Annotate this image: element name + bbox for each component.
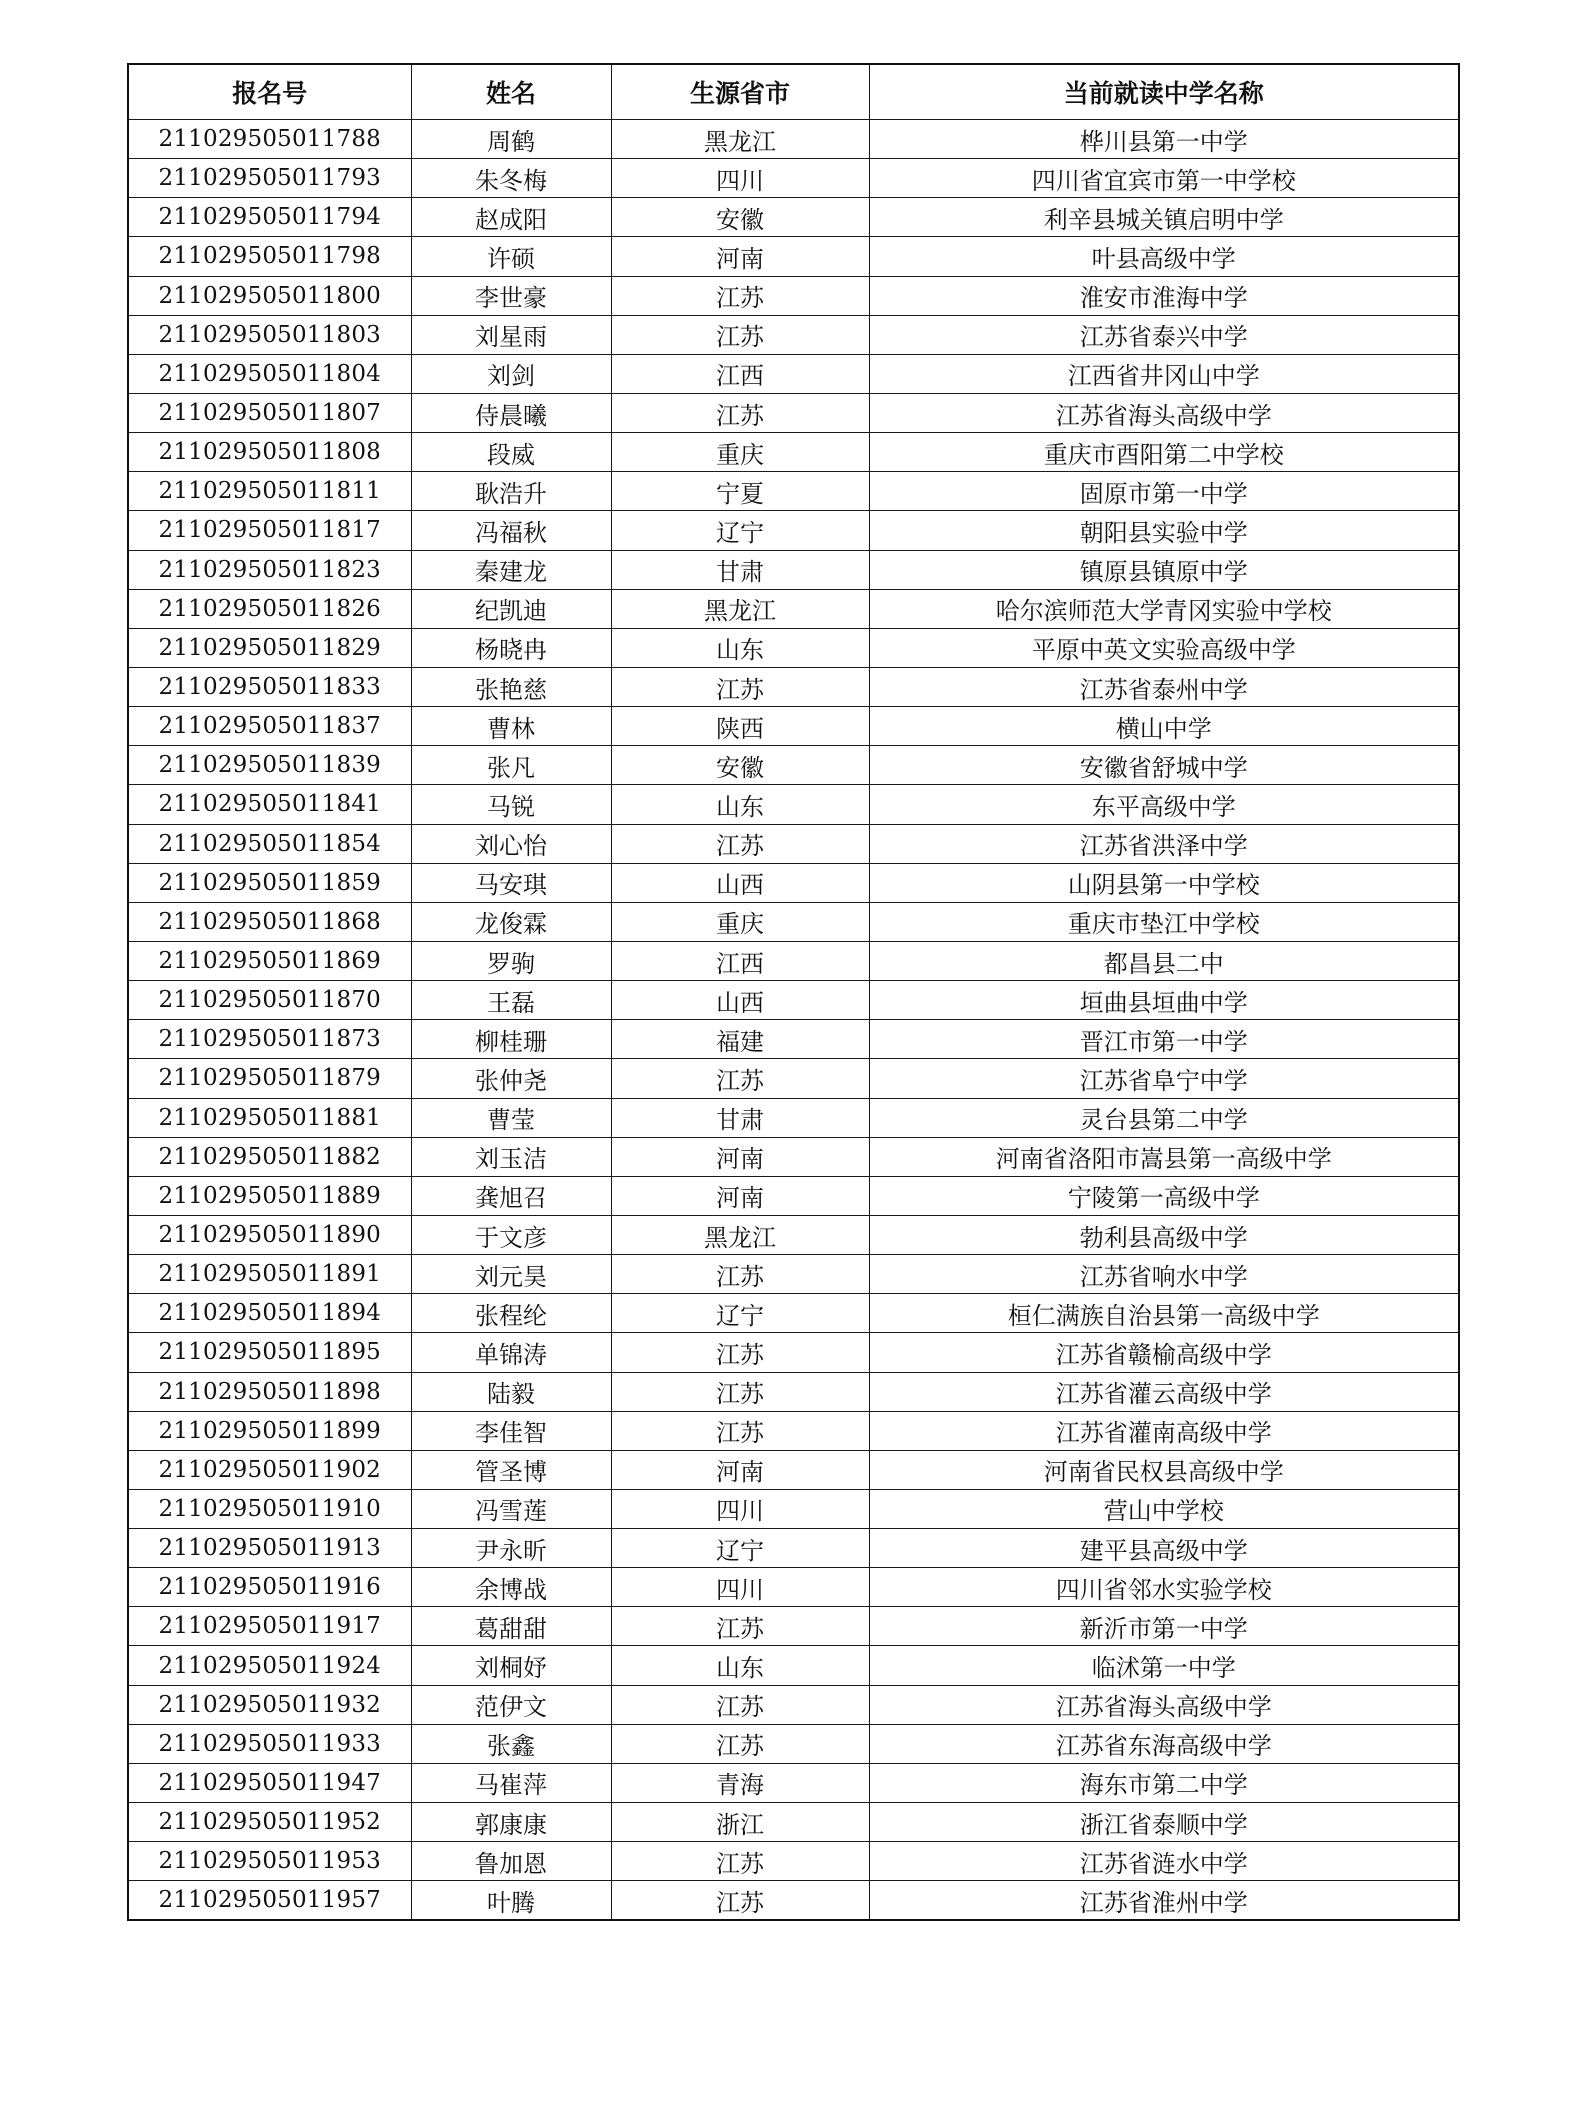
table-row — [128, 354, 1459, 393]
registration-number-cell: 211029505011890 — [128, 1215, 411, 1254]
province-cell: 江苏 — [611, 1059, 869, 1098]
name-cell: 周鹤 — [411, 120, 611, 159]
province-cell: 山西 — [611, 981, 869, 1020]
registration-number-cell: 211029505011881 — [128, 1098, 411, 1137]
name-cell: 葛甜甜 — [411, 1607, 611, 1646]
table-row — [128, 824, 1459, 863]
header-name: 姓名 — [411, 64, 611, 120]
name-cell: 耿浩升 — [411, 472, 611, 511]
school-cell: 利辛县城关镇启明中学 — [869, 198, 1459, 237]
registration-number-cell: 211029505011829 — [128, 628, 411, 667]
school-cell: 江苏省阜宁中学 — [869, 1059, 1459, 1098]
province-cell: 江苏 — [611, 667, 869, 706]
name-cell: 王磊 — [411, 981, 611, 1020]
table-row — [128, 393, 1459, 432]
province-cell: 安徽 — [611, 746, 869, 785]
name-cell: 李世豪 — [411, 276, 611, 315]
province-cell: 黑龙江 — [611, 1215, 869, 1254]
name-cell: 于文彦 — [411, 1215, 611, 1254]
table-row — [128, 472, 1459, 511]
registration-number-cell: 211029505011803 — [128, 315, 411, 354]
school-cell: 江苏省涟水中学 — [869, 1842, 1459, 1881]
registration-number-cell: 211029505011793 — [128, 159, 411, 198]
province-cell: 宁夏 — [611, 472, 869, 511]
school-cell: 江苏省海头高级中学 — [869, 1685, 1459, 1724]
name-cell: 范伊文 — [411, 1685, 611, 1724]
province-cell: 重庆 — [611, 433, 869, 472]
registration-number-cell: 211029505011916 — [128, 1568, 411, 1607]
registration-number-cell: 211029505011837 — [128, 707, 411, 746]
table-row — [128, 1803, 1459, 1842]
name-cell: 曹林 — [411, 707, 611, 746]
school-cell: 山阴县第一中学校 — [869, 863, 1459, 902]
province-cell: 江苏 — [611, 1842, 869, 1881]
school-cell: 固原市第一中学 — [869, 472, 1459, 511]
school-cell: 镇原县镇原中学 — [869, 550, 1459, 589]
registration-number-cell: 211029505011811 — [128, 472, 411, 511]
province-cell: 江苏 — [611, 1255, 869, 1294]
name-cell: 许硕 — [411, 237, 611, 276]
province-cell: 福建 — [611, 1020, 869, 1059]
province-cell: 山东 — [611, 628, 869, 667]
table-row — [128, 1411, 1459, 1450]
registration-number-cell: 211029505011826 — [128, 589, 411, 628]
province-cell: 河南 — [611, 1176, 869, 1215]
table-row — [128, 746, 1459, 785]
table-row — [128, 1607, 1459, 1646]
province-cell: 河南 — [611, 1450, 869, 1489]
table-row — [128, 1333, 1459, 1372]
registration-number-cell: 211029505011841 — [128, 785, 411, 824]
registration-number-cell: 211029505011882 — [128, 1137, 411, 1176]
school-cell: 宁陵第一高级中学 — [869, 1176, 1459, 1215]
table-row — [128, 315, 1459, 354]
name-cell: 余博战 — [411, 1568, 611, 1607]
table-row — [128, 433, 1459, 472]
province-cell: 浙江 — [611, 1803, 869, 1842]
province-cell: 四川 — [611, 1489, 869, 1528]
name-cell: 朱冬梅 — [411, 159, 611, 198]
school-cell: 叶县高级中学 — [869, 237, 1459, 276]
name-cell: 冯福秋 — [411, 511, 611, 550]
registration-number-cell: 211029505011932 — [128, 1685, 411, 1724]
name-cell: 张艳慈 — [411, 667, 611, 706]
province-cell: 江苏 — [611, 1372, 869, 1411]
name-cell: 郭康康 — [411, 1803, 611, 1842]
province-cell: 重庆 — [611, 902, 869, 941]
table-row — [128, 1763, 1459, 1802]
table-row — [128, 1450, 1459, 1489]
name-cell: 刘桐妤 — [411, 1646, 611, 1685]
registration-number-cell: 211029505011895 — [128, 1333, 411, 1372]
table-row — [128, 1215, 1459, 1254]
table-row — [128, 1489, 1459, 1528]
registration-number-cell: 211029505011947 — [128, 1763, 411, 1802]
table-row — [128, 941, 1459, 980]
school-cell: 朝阳县实验中学 — [869, 511, 1459, 550]
name-cell: 纪凯迪 — [411, 589, 611, 628]
name-cell: 刘元昊 — [411, 1255, 611, 1294]
table-row — [128, 1294, 1459, 1333]
province-cell: 青海 — [611, 1763, 869, 1802]
school-cell: 垣曲县垣曲中学 — [869, 981, 1459, 1020]
table-row — [128, 276, 1459, 315]
province-cell: 江苏 — [611, 1607, 869, 1646]
table-row — [128, 1372, 1459, 1411]
school-cell: 江苏省泰州中学 — [869, 667, 1459, 706]
province-cell: 辽宁 — [611, 511, 869, 550]
name-cell: 马锐 — [411, 785, 611, 824]
table-row — [128, 1020, 1459, 1059]
table-row — [128, 1529, 1459, 1568]
registration-number-cell: 211029505011804 — [128, 354, 411, 393]
school-cell: 桦川县第一中学 — [869, 120, 1459, 159]
school-cell: 江苏省赣榆高级中学 — [869, 1333, 1459, 1372]
name-cell: 刘玉洁 — [411, 1137, 611, 1176]
registration-number-cell: 211029505011788 — [128, 120, 411, 159]
school-cell: 四川省宜宾市第一中学校 — [869, 159, 1459, 198]
registration-number-cell: 211029505011952 — [128, 1803, 411, 1842]
school-cell: 临沭第一中学 — [869, 1646, 1459, 1685]
school-cell: 江西省井冈山中学 — [869, 354, 1459, 393]
table-row — [128, 1881, 1459, 1921]
table-row — [128, 1137, 1459, 1176]
registration-number-cell: 211029505011808 — [128, 433, 411, 472]
table-row — [128, 1098, 1459, 1137]
name-cell: 鲁加恩 — [411, 1842, 611, 1881]
name-cell: 陆毅 — [411, 1372, 611, 1411]
registration-number-cell: 211029505011800 — [128, 276, 411, 315]
province-cell: 四川 — [611, 1568, 869, 1607]
name-cell: 柳桂珊 — [411, 1020, 611, 1059]
school-cell: 勃利县高级中学 — [869, 1215, 1459, 1254]
province-cell: 安徽 — [611, 198, 869, 237]
table-row — [128, 1724, 1459, 1763]
province-cell: 甘肃 — [611, 550, 869, 589]
registration-number-cell: 211029505011839 — [128, 746, 411, 785]
province-cell: 山东 — [611, 785, 869, 824]
table-row — [128, 237, 1459, 276]
school-cell: 桓仁满族自治县第一高级中学 — [869, 1294, 1459, 1333]
registration-number-cell: 211029505011817 — [128, 511, 411, 550]
name-cell: 龙俊霖 — [411, 902, 611, 941]
school-cell: 都昌县二中 — [869, 941, 1459, 980]
school-cell: 江苏省海头高级中学 — [869, 393, 1459, 432]
province-cell: 江苏 — [611, 315, 869, 354]
table-row — [128, 1255, 1459, 1294]
province-cell: 江苏 — [611, 1333, 869, 1372]
registration-number-cell: 211029505011957 — [128, 1881, 411, 1921]
province-cell: 江苏 — [611, 824, 869, 863]
registration-number-cell: 211029505011807 — [128, 393, 411, 432]
name-cell: 秦建龙 — [411, 550, 611, 589]
province-cell: 甘肃 — [611, 1098, 869, 1137]
table-row — [128, 902, 1459, 941]
name-cell: 张仲尧 — [411, 1059, 611, 1098]
registration-number-cell: 211029505011889 — [128, 1176, 411, 1215]
registration-number-cell: 211029505011894 — [128, 1294, 411, 1333]
registration-number-cell: 211029505011859 — [128, 863, 411, 902]
school-cell: 江苏省淮州中学 — [869, 1881, 1459, 1921]
registration-number-cell: 211029505011798 — [128, 237, 411, 276]
school-cell: 江苏省灌南高级中学 — [869, 1411, 1459, 1450]
name-cell: 尹永昕 — [411, 1529, 611, 1568]
table-row — [128, 1646, 1459, 1685]
name-cell: 刘星雨 — [411, 315, 611, 354]
school-cell: 哈尔滨师范大学青冈实验中学校 — [869, 589, 1459, 628]
name-cell: 马崔萍 — [411, 1763, 611, 1802]
province-cell: 江苏 — [611, 1685, 869, 1724]
name-cell: 段威 — [411, 433, 611, 472]
name-cell: 叶腾 — [411, 1881, 611, 1921]
school-cell: 河南省民权县高级中学 — [869, 1450, 1459, 1489]
table-row — [128, 785, 1459, 824]
table-row — [128, 628, 1459, 667]
province-cell: 陕西 — [611, 707, 869, 746]
school-cell: 淮安市淮海中学 — [869, 276, 1459, 315]
province-cell: 江苏 — [611, 1881, 869, 1921]
name-cell: 刘剑 — [411, 354, 611, 393]
registration-number-cell: 211029505011924 — [128, 1646, 411, 1685]
registration-number-cell: 211029505011868 — [128, 902, 411, 941]
registration-number-cell: 211029505011879 — [128, 1059, 411, 1098]
province-cell: 江苏 — [611, 1724, 869, 1763]
table-row — [128, 198, 1459, 237]
registration-number-cell: 211029505011854 — [128, 824, 411, 863]
header-registration-number: 报名号 — [128, 64, 411, 120]
name-cell: 龚旭召 — [411, 1176, 611, 1215]
name-cell: 冯雪莲 — [411, 1489, 611, 1528]
name-cell: 刘心怡 — [411, 824, 611, 863]
province-cell: 山西 — [611, 863, 869, 902]
table-row — [128, 707, 1459, 746]
table-row — [128, 667, 1459, 706]
school-cell: 横山中学 — [869, 707, 1459, 746]
school-cell: 江苏省洪泽中学 — [869, 824, 1459, 863]
school-cell: 晋江市第一中学 — [869, 1020, 1459, 1059]
header-row — [128, 64, 1459, 120]
school-cell: 河南省洛阳市嵩县第一高级中学 — [869, 1137, 1459, 1176]
school-cell: 建平县高级中学 — [869, 1529, 1459, 1568]
table-row — [128, 511, 1459, 550]
province-cell: 山东 — [611, 1646, 869, 1685]
registration-number-cell: 211029505011823 — [128, 550, 411, 589]
school-cell: 江苏省灌云高级中学 — [869, 1372, 1459, 1411]
province-cell: 黑龙江 — [611, 589, 869, 628]
name-cell: 罗驹 — [411, 941, 611, 980]
table-row — [128, 159, 1459, 198]
school-cell: 安徽省舒城中学 — [869, 746, 1459, 785]
name-cell: 管圣博 — [411, 1450, 611, 1489]
school-cell: 江苏省响水中学 — [869, 1255, 1459, 1294]
table-row — [128, 1176, 1459, 1215]
name-cell: 张程纶 — [411, 1294, 611, 1333]
school-cell: 浙江省泰顺中学 — [869, 1803, 1459, 1842]
name-cell: 李佳智 — [411, 1411, 611, 1450]
name-cell: 赵成阳 — [411, 198, 611, 237]
name-cell: 张鑫 — [411, 1724, 611, 1763]
header-province: 生源省市 — [611, 64, 869, 120]
table-row — [128, 1568, 1459, 1607]
table-row — [128, 981, 1459, 1020]
school-cell: 东平高级中学 — [869, 785, 1459, 824]
registration-number-cell: 211029505011869 — [128, 941, 411, 980]
table-row — [128, 120, 1459, 159]
province-cell: 江西 — [611, 941, 869, 980]
registration-number-cell: 211029505011953 — [128, 1842, 411, 1881]
registration-number-cell: 211029505011898 — [128, 1372, 411, 1411]
header-school: 当前就读中学名称 — [869, 64, 1459, 120]
name-cell: 侍晨曦 — [411, 393, 611, 432]
registration-number-cell: 211029505011899 — [128, 1411, 411, 1450]
table-row — [128, 863, 1459, 902]
province-cell: 辽宁 — [611, 1529, 869, 1568]
name-cell: 曹莹 — [411, 1098, 611, 1137]
registration-number-cell: 211029505011870 — [128, 981, 411, 1020]
table-row — [128, 589, 1459, 628]
table-header — [128, 64, 1459, 120]
registration-number-cell: 211029505011833 — [128, 667, 411, 706]
name-cell: 杨晓冉 — [411, 628, 611, 667]
registration-number-cell: 211029505011873 — [128, 1020, 411, 1059]
registration-number-cell: 211029505011891 — [128, 1255, 411, 1294]
province-cell: 河南 — [611, 1137, 869, 1176]
school-cell: 新沂市第一中学 — [869, 1607, 1459, 1646]
name-cell: 张凡 — [411, 746, 611, 785]
school-cell: 灵台县第二中学 — [869, 1098, 1459, 1137]
province-cell: 江苏 — [611, 276, 869, 315]
province-cell: 河南 — [611, 237, 869, 276]
name-cell: 马安琪 — [411, 863, 611, 902]
registration-number-cell: 211029505011933 — [128, 1724, 411, 1763]
table-row — [128, 1685, 1459, 1724]
province-cell: 江苏 — [611, 1411, 869, 1450]
school-cell: 江苏省东海高级中学 — [869, 1724, 1459, 1763]
school-cell: 江苏省泰兴中学 — [869, 315, 1459, 354]
registration-table — [127, 63, 1460, 1921]
table-body — [128, 120, 1459, 1921]
table-row — [128, 550, 1459, 589]
registration-number-cell: 211029505011917 — [128, 1607, 411, 1646]
province-cell: 江苏 — [611, 393, 869, 432]
school-cell: 重庆市垫江中学校 — [869, 902, 1459, 941]
table-row — [128, 1059, 1459, 1098]
registration-number-cell: 211029505011902 — [128, 1450, 411, 1489]
registration-number-cell: 211029505011913 — [128, 1529, 411, 1568]
school-cell: 四川省邻水实验学校 — [869, 1568, 1459, 1607]
school-cell: 海东市第二中学 — [869, 1763, 1459, 1802]
table-row — [128, 1842, 1459, 1881]
name-cell: 单锦涛 — [411, 1333, 611, 1372]
province-cell: 辽宁 — [611, 1294, 869, 1333]
registration-number-cell: 211029505011910 — [128, 1489, 411, 1528]
school-cell: 重庆市酉阳第二中学校 — [869, 433, 1459, 472]
registration-number-cell: 211029505011794 — [128, 198, 411, 237]
school-cell: 营山中学校 — [869, 1489, 1459, 1528]
school-cell: 平原中英文实验高级中学 — [869, 628, 1459, 667]
province-cell: 四川 — [611, 159, 869, 198]
province-cell: 江西 — [611, 354, 869, 393]
province-cell: 黑龙江 — [611, 120, 869, 159]
